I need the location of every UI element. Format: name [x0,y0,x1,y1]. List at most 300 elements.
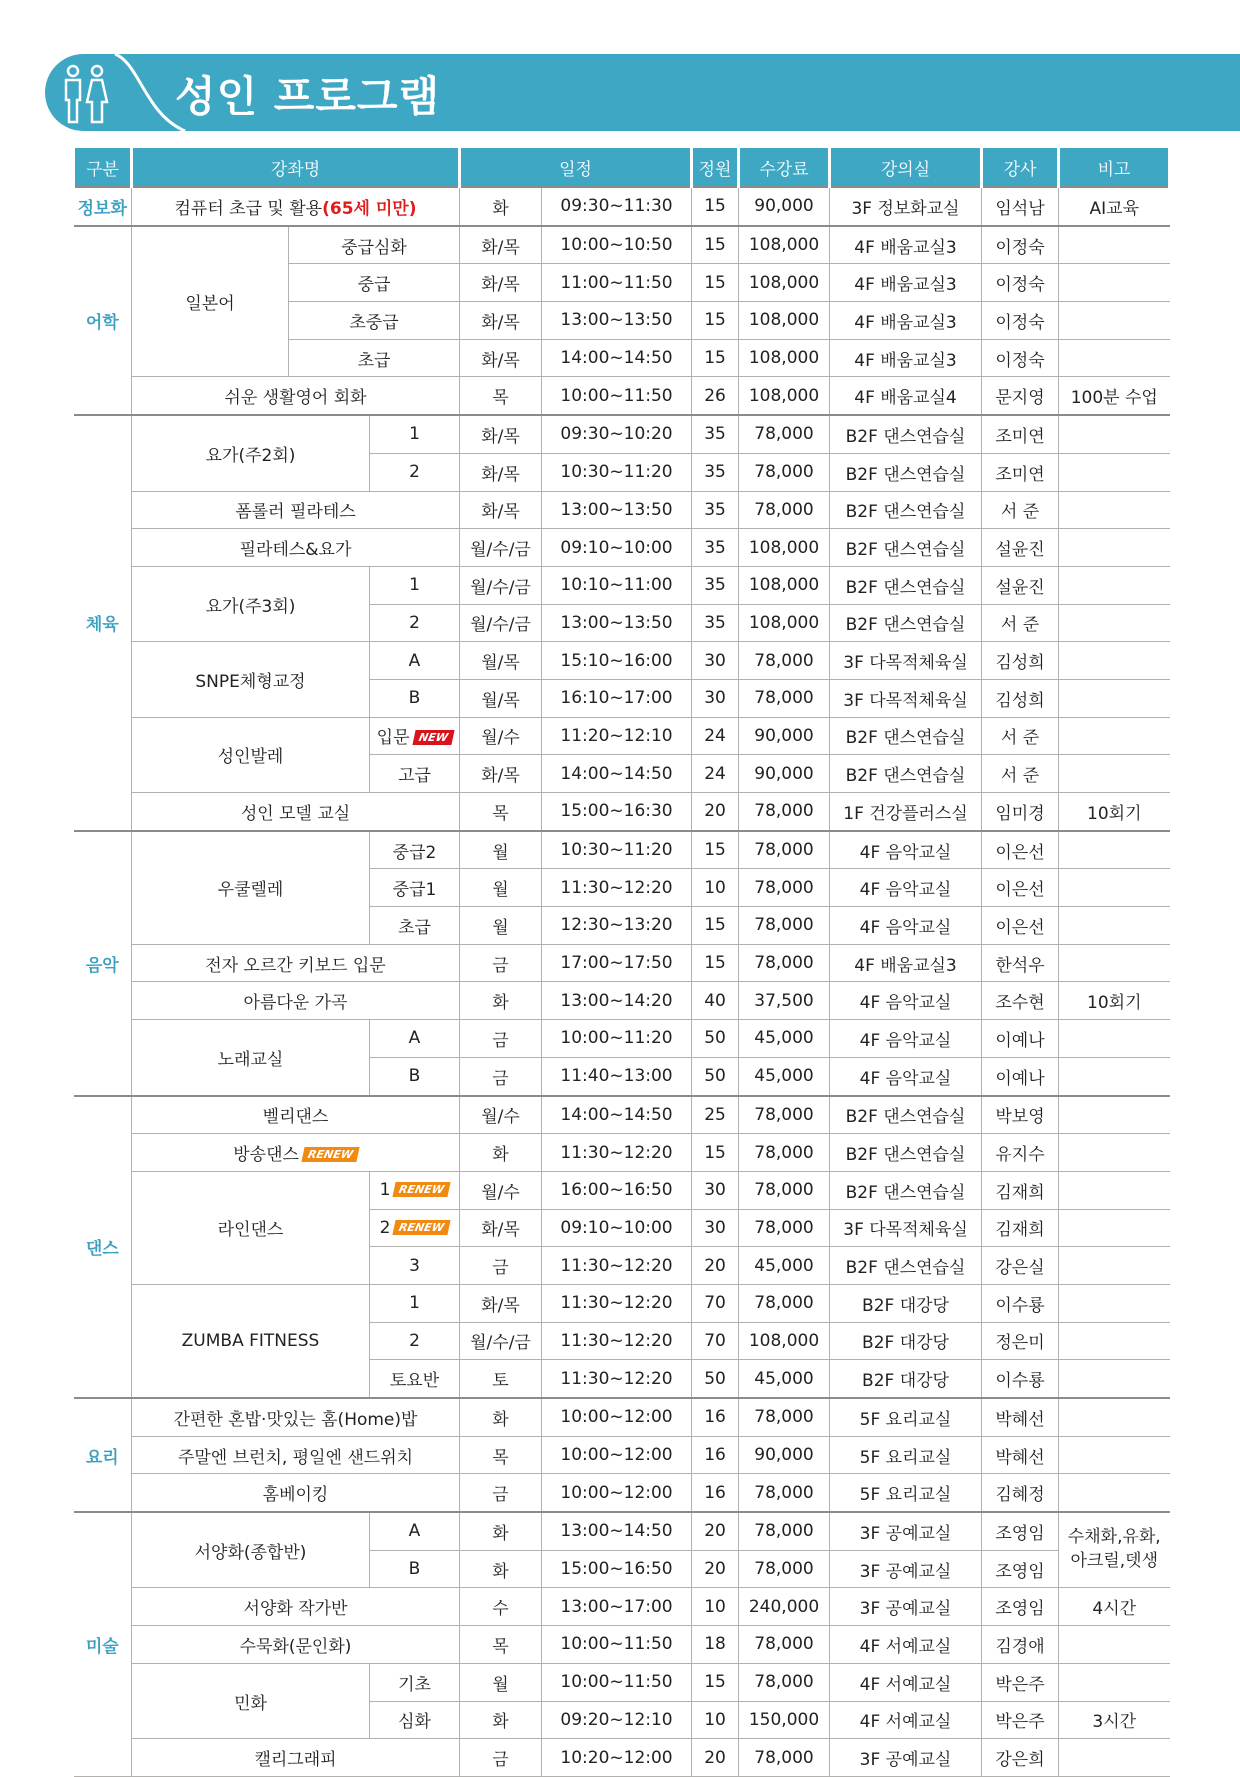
course-name [132,831,370,945]
capacity: 20 [692,1550,739,1588]
capacity: 16 [692,1398,739,1436]
day: 금 [460,1247,542,1285]
course-name-text: 홈베이킹 [262,1485,329,1506]
table-row [74,793,1170,831]
category-label: 어학 [74,226,132,415]
teacher: 조영임 [982,1588,1059,1626]
header-fee: 수강료 [739,148,830,187]
course-level [370,1247,460,1285]
course-level-text: B [408,1559,421,1580]
capacity: 30 [692,1171,739,1209]
course-name [132,717,370,792]
table-row [74,1663,1170,1701]
teacher: 박은주 [982,1701,1059,1739]
fee: 108,000 [739,1322,830,1360]
fee: 78,000 [739,1398,830,1436]
teacher: 이정숙 [982,339,1059,377]
course-name-text: 쉬운 생활영어 회화 [224,388,367,409]
table-header [74,148,1170,187]
header-category: 구분 [74,148,132,187]
capacity: 24 [692,755,739,793]
room: 5F 요리교실 [830,1474,982,1512]
teacher: 설윤진 [982,566,1059,604]
note [1059,944,1170,982]
fee: 108,000 [739,529,830,567]
day: 월/목 [460,679,542,717]
course-level-text: A [408,650,421,671]
day: 목 [460,377,542,415]
time: 13:00~13:50 [542,491,692,529]
course-level-text: A [408,1028,421,1049]
note [1059,679,1170,717]
time: 10:00~11:50 [542,377,692,415]
capacity: 35 [692,604,739,642]
note [1059,415,1170,453]
time: 12:30~13:20 [542,907,692,945]
time: 10:00~11:20 [542,1020,692,1058]
capacity: 15 [692,302,739,340]
day: 금 [460,1739,542,1777]
course-name-text: 요가(주2회) [205,445,296,466]
teacher: 정은미 [982,1322,1059,1360]
day: 월 [460,907,542,945]
note [1059,491,1170,529]
note [1059,1057,1170,1095]
capacity: 50 [692,1020,739,1058]
capacity: 15 [692,1663,739,1701]
room: B2F 댄스연습실 [830,491,982,529]
room: 3F 공예교실 [830,1550,982,1588]
fee: 108,000 [739,264,830,302]
day: 화 [460,982,542,1020]
fee: 78,000 [739,1474,830,1512]
note [1059,453,1170,491]
room: B2F 댄스연습실 [830,604,982,642]
course-name [132,944,460,982]
course-name-text: 전자 오르간 키보드 입문 [205,955,386,976]
course-name-text: 주말엔 브런치, 평일엔 샌드위치 [177,1447,414,1468]
course-level [370,604,460,642]
capacity: 18 [692,1626,739,1664]
day: 화 [460,1512,542,1550]
room: 3F 다목적체육실 [830,1209,982,1247]
course-name [132,415,370,491]
room: 4F 배움교실3 [830,302,982,340]
capacity: 20 [692,793,739,831]
fee: 78,000 [739,491,830,529]
fee: 150,000 [739,1701,830,1739]
teacher: 서 준 [982,604,1059,642]
teacher: 김성희 [982,642,1059,680]
capacity: 16 [692,1436,739,1474]
room: B2F 댄스연습실 [830,529,982,567]
note [1059,1739,1170,1777]
table-row [74,717,1170,755]
capacity: 26 [692,377,739,415]
day: 금 [460,944,542,982]
time: 10:10~11:00 [542,566,692,604]
teacher: 김경애 [982,1626,1059,1664]
course-name [132,1284,370,1398]
day: 화/목 [460,1209,542,1247]
fee: 37,500 [739,982,830,1020]
course-level [370,679,460,717]
course-name [132,491,460,529]
note [1059,1171,1170,1209]
table-row [74,1284,1170,1322]
course-name [132,982,460,1020]
fee: 108,000 [739,302,830,340]
capacity: 70 [692,1284,739,1322]
teacher: 조미연 [982,415,1059,453]
teacher: 서 준 [982,717,1059,755]
room: 4F 음악교실 [830,907,982,945]
time: 10:00~12:00 [542,1474,692,1512]
time: 13:00~13:50 [542,302,692,340]
course-name-text: 서양화 작가반 [243,1599,348,1620]
room: 4F 음악교실 [830,1020,982,1058]
capacity: 15 [692,907,739,945]
course-level [370,1512,460,1550]
room: 4F 음악교실 [830,982,982,1020]
fee: 78,000 [739,415,830,453]
day: 화/목 [460,226,542,264]
course-level-text: 입문 [376,728,410,749]
teacher: 문지영 [982,377,1059,415]
course-level [370,1209,460,1247]
course-level [289,302,460,340]
course-level [289,264,460,302]
course-name-text: 라인댄스 [217,1220,284,1241]
capacity: 30 [692,1209,739,1247]
note [1059,1096,1170,1134]
fee: 108,000 [739,566,830,604]
course-level-text: B [408,688,421,709]
note [1059,831,1170,869]
time: 11:30~12:20 [542,1322,692,1360]
course-name [132,793,460,831]
day: 화/목 [460,491,542,529]
day: 월 [460,869,542,907]
time: 10:20~12:00 [542,1739,692,1777]
teacher: 이수룡 [982,1284,1059,1322]
teacher: 김재희 [982,1209,1059,1247]
course-name [132,1626,460,1664]
fee: 78,000 [739,869,830,907]
room: 4F 배움교실3 [830,264,982,302]
program-table [72,148,1171,1777]
day: 화/목 [460,1284,542,1322]
course-level-text: 중급심화 [341,237,407,258]
note [1059,1436,1170,1474]
table-row [74,1436,1170,1474]
note [1059,339,1170,377]
teacher: 이은선 [982,907,1059,945]
teacher: 이예나 [982,1020,1059,1058]
note [1059,226,1170,264]
course-level-text: 중급1 [392,880,437,901]
teacher: 이은선 [982,869,1059,907]
fee: 78,000 [739,944,830,982]
day: 월 [460,1663,542,1701]
course-level-text: 기초 [398,1674,431,1695]
room: 4F 배움교실4 [830,377,982,415]
new-badge: NEW [412,730,454,745]
course-name-text: 아름다운 가곡 [243,993,348,1014]
time: 13:00~14:50 [542,1512,692,1550]
teacher: 조영임 [982,1512,1059,1550]
time: 10:30~11:20 [542,831,692,869]
room: 4F 음악교실 [830,869,982,907]
course-level-text: 2 [409,612,420,633]
time: 13:00~13:50 [542,604,692,642]
day: 월/수/금 [460,604,542,642]
teacher: 임미경 [982,793,1059,831]
capacity: 15 [692,226,739,264]
header-room: 강의실 [830,148,982,187]
time: 14:00~14:50 [542,339,692,377]
room: B2F 댄스연습실 [830,1134,982,1172]
teacher: 강은실 [982,1247,1059,1285]
header-schedule: 일정 [460,148,692,187]
fee: 45,000 [739,1020,830,1058]
note [1059,1626,1170,1664]
age-restriction: (65세 미만) [322,198,417,219]
fee: 90,000 [739,1436,830,1474]
course-name-text: 우쿨렐레 [217,880,284,901]
course-level-text: 1 [409,424,420,445]
teacher: 한석우 [982,944,1059,982]
day: 화 [460,1701,542,1739]
time: 13:00~17:00 [542,1588,692,1626]
note [1059,869,1170,907]
room: 3F 정보화교실 [830,187,982,226]
note: 4시간 [1059,1588,1170,1626]
day: 월/수/금 [460,1322,542,1360]
teacher: 김재희 [982,1171,1059,1209]
course-level-text: 초급 [398,917,431,938]
course-name-text: 방송댄스 [233,1145,299,1166]
course-level [370,566,460,604]
time: 10:00~12:00 [542,1398,692,1436]
note [1059,1209,1170,1247]
day: 화/목 [460,453,542,491]
room: 4F 배움교실3 [830,339,982,377]
room: 5F 요리교실 [830,1398,982,1436]
title-banner [45,54,1240,131]
capacity: 16 [692,1474,739,1512]
capacity: 15 [692,831,739,869]
page-title: 성인 프로그램 [175,72,441,121]
course-level-text: 2 [409,1330,420,1351]
teacher: 임석남 [982,187,1059,226]
day: 목 [460,793,542,831]
course-level [370,1701,460,1739]
course-level [370,717,460,755]
category-label: 정보화 [74,187,132,226]
room: 3F 공예교실 [830,1512,982,1550]
note [1059,1247,1170,1285]
teacher: 이정숙 [982,226,1059,264]
room: 4F 서예교실 [830,1701,982,1739]
table-row [74,1020,1170,1058]
table-row [74,377,1170,415]
room: B2F 대강당 [830,1284,982,1322]
course-level [370,907,460,945]
room: B2F 댄스연습실 [830,755,982,793]
capacity: 30 [692,679,739,717]
note [1059,717,1170,755]
capacity: 10 [692,869,739,907]
capacity: 35 [692,491,739,529]
capacity: 50 [692,1360,739,1398]
time: 15:00~16:30 [542,793,692,831]
note: 10회기 [1059,793,1170,831]
course-name-text: ZUMBA FITNESS [181,1330,320,1351]
room: 4F 배움교실3 [830,944,982,982]
course-name-text: 성인 모델 교실 [240,803,351,824]
fee: 45,000 [739,1360,830,1398]
day: 화 [460,1550,542,1588]
note [1059,529,1170,567]
course-level [370,869,460,907]
category-label: 체육 [74,415,132,831]
table-row [74,642,1170,680]
course-name-text: 민화 [234,1693,267,1714]
course-name [132,1588,460,1626]
day: 화/목 [460,264,542,302]
room: 4F 서예교실 [830,1626,982,1664]
capacity: 15 [692,187,739,226]
fee: 108,000 [739,339,830,377]
fee: 78,000 [739,642,830,680]
capacity: 20 [692,1247,739,1285]
day: 화 [460,187,542,226]
course-level-text: 중급 [357,275,391,296]
day: 화/목 [460,339,542,377]
table-row [74,982,1170,1020]
course-level-text: 초중급 [349,312,399,333]
category-label: 요리 [74,1398,132,1512]
course-level [370,1171,460,1209]
course-name [132,1134,460,1172]
table-row [74,226,1170,264]
capacity: 15 [692,944,739,982]
course-level [370,1360,460,1398]
course-level-text: 초급 [357,350,391,371]
capacity: 35 [692,529,739,567]
course-level [370,1663,460,1701]
time: 11:30~12:20 [542,1284,692,1322]
time: 16:10~17:00 [542,679,692,717]
course-level-text: 1 [409,1293,420,1314]
capacity: 15 [692,264,739,302]
fee: 78,000 [739,679,830,717]
fee: 78,000 [739,1284,830,1322]
fee: 78,000 [739,1739,830,1777]
course-name [132,226,289,377]
course-name-text: 캘리그래피 [254,1750,337,1771]
room: B2F 대강당 [830,1360,982,1398]
day: 월/수 [460,1096,542,1134]
course-name-text: 서양화(종합반) [194,1542,307,1563]
course-level [370,831,460,869]
fee: 90,000 [739,717,830,755]
renew-badge: RENEW [393,1182,451,1197]
table-row [74,529,1170,567]
category-label: 댄스 [74,1096,132,1399]
fee: 78,000 [739,831,830,869]
header-note: 비고 [1059,148,1170,187]
table-row [74,1096,1170,1134]
course-level [370,1322,460,1360]
day: 목 [460,1436,542,1474]
room: B2F 댄스연습실 [830,453,982,491]
room: B2F 댄스연습실 [830,1096,982,1134]
course-level-text: 심화 [398,1712,431,1733]
course-name [132,1436,460,1474]
day: 월/수/금 [460,529,542,567]
teacher: 서 준 [982,755,1059,793]
room: 5F 요리교실 [830,1436,982,1474]
capacity: 15 [692,339,739,377]
fee: 78,000 [739,1209,830,1247]
table-row [74,1739,1170,1777]
note [1059,1134,1170,1172]
table-row [74,1588,1170,1626]
day: 금 [460,1020,542,1058]
fee: 240,000 [739,1588,830,1626]
time: 09:30~10:20 [542,415,692,453]
day: 화 [460,1134,542,1172]
course-level [370,1020,460,1058]
day: 금 [460,1057,542,1095]
course-level [370,1284,460,1322]
teacher: 강은희 [982,1739,1059,1777]
capacity: 35 [692,415,739,453]
day: 화/목 [460,302,542,340]
day: 화/목 [460,415,542,453]
time: 10:00~11:50 [542,1663,692,1701]
teacher: 박혜선 [982,1398,1059,1436]
course-level [370,642,460,680]
time: 11:30~12:20 [542,1134,692,1172]
time: 09:10~10:00 [542,1209,692,1247]
teacher: 박혜선 [982,1436,1059,1474]
capacity: 40 [692,982,739,1020]
teacher: 유지수 [982,1134,1059,1172]
course-name-text: 컴퓨터 초급 및 활용 [174,198,323,219]
note: 3시간 [1059,1701,1170,1739]
course-name [132,642,370,717]
time: 11:00~11:50 [542,264,692,302]
header-course: 강좌명 [132,148,460,187]
teacher: 설윤진 [982,529,1059,567]
capacity: 24 [692,717,739,755]
time: 09:10~10:00 [542,529,692,567]
course-name-text: 필라테스&요가 [239,540,352,561]
time: 10:00~10:50 [542,226,692,264]
note [1059,1474,1170,1512]
capacity: 20 [692,1512,739,1550]
course-level-text: 2 [379,1217,391,1238]
time: 11:30~12:20 [542,1360,692,1398]
header-capacity: 정원 [692,148,739,187]
time: 11:40~13:00 [542,1057,692,1095]
room: 3F 다목적체육실 [830,679,982,717]
teacher: 조영임 [982,1550,1059,1588]
course-level [289,339,460,377]
